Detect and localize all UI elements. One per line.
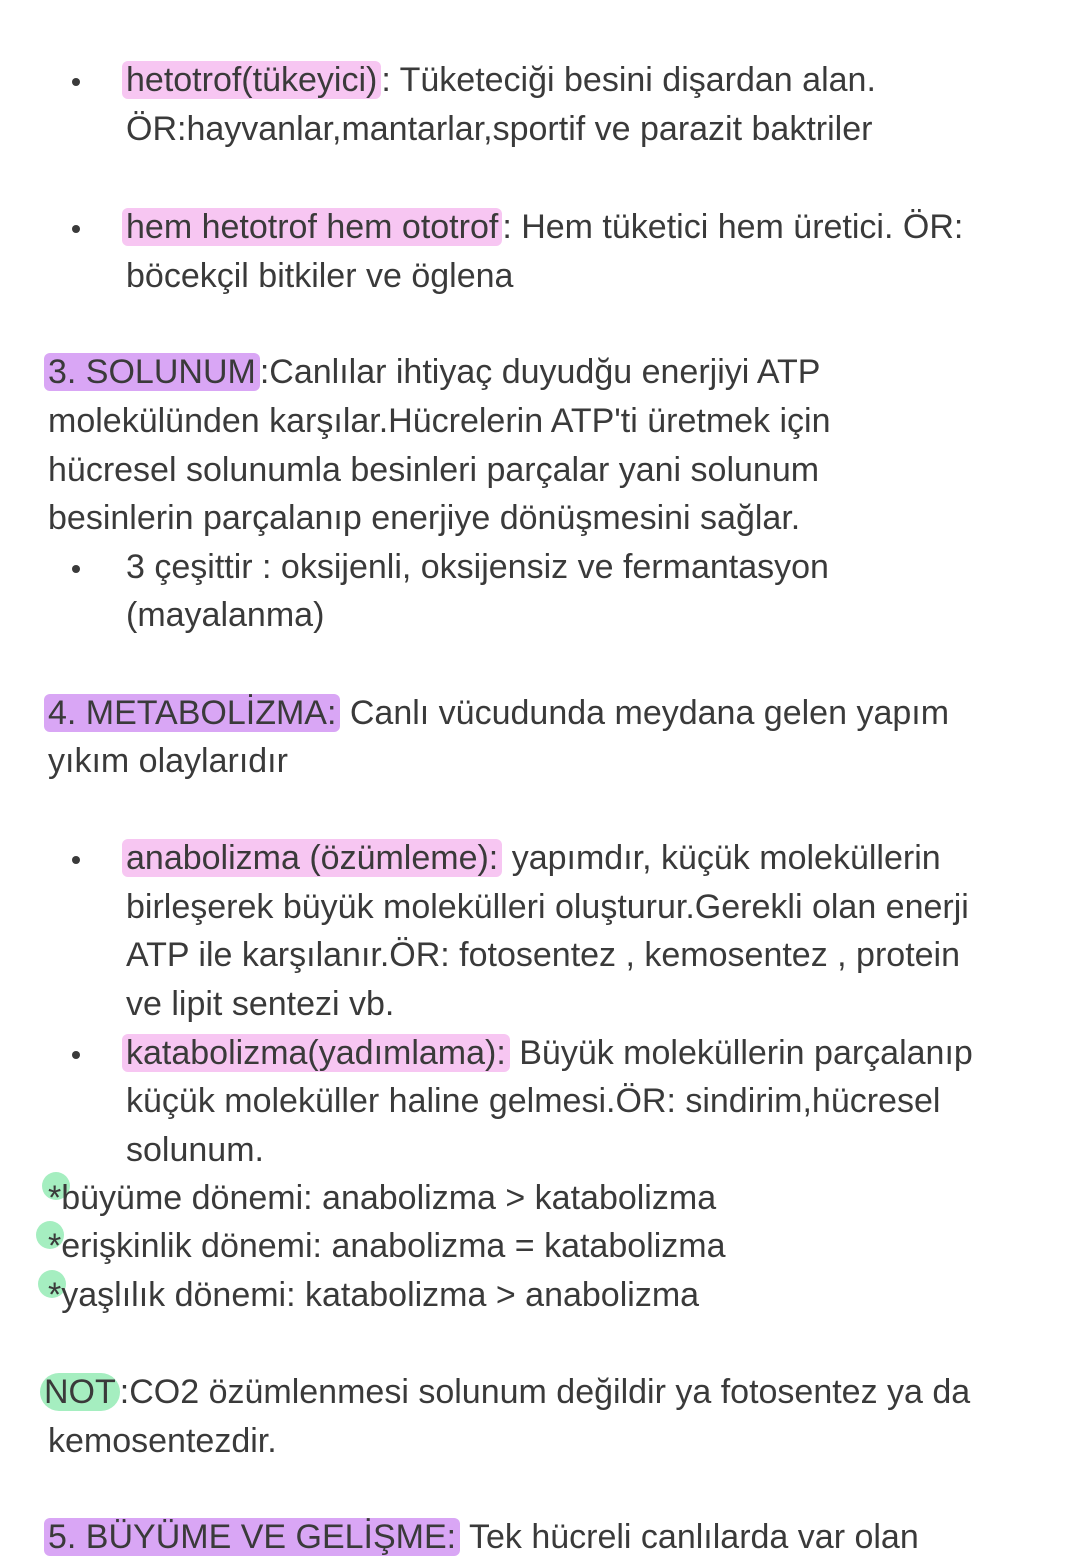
katabolizma-definition: Büyük moleküllerin parçalanıp: [509, 1034, 973, 1072]
mixotrof-term: hem hetotrof hem ototrof: [122, 208, 502, 246]
stage-old-age: *yaşlılık dönemi: katabolizma > anabolizma: [48, 1276, 700, 1314]
katabolizma-line-3: solunum.: [126, 1131, 264, 1169]
solunum-bullet-line-1: 3 çeşittir : oksijenli, oksijensiz ve fermantasyon: [126, 548, 829, 586]
solunum-line-2: molekülünden karşılar.Hücrelerin ATP'ti üretmek için: [48, 402, 831, 440]
bullet-dot: [72, 225, 80, 233]
anabolizma-term: anabolizma (özümleme):: [122, 839, 502, 877]
mixotrof-line-2: böcekçil bitkiler ve öglena: [126, 257, 514, 295]
heterotrof-line-2: ÖR:hayvanlar,mantarlar,sportif ve parazit baktriler: [126, 110, 873, 148]
metabolizma-line-2: yıkım olaylarıdır: [48, 742, 288, 780]
note-text: :CO2 özümlenmesi solunum değildir ya fotosentez ya da: [119, 1373, 971, 1411]
note-line-1: [44, 1368, 971, 1416]
note-line-2: kemosentezdir.: [48, 1422, 277, 1460]
stage-adult: *erişkinlik dönemi: anabolizma = katabolizma: [48, 1227, 726, 1265]
solunum-heading: 3. SOLUNUM: [44, 353, 260, 391]
heterotrof-definition: : Tüketeciği besini dişardan alan.: [381, 61, 876, 99]
katabolizma-term: katabolizma(yadımlama):: [122, 1034, 510, 1072]
bullet-dot: [72, 78, 80, 86]
buyume-line-1: [48, 1513, 919, 1561]
bullet-dot: [72, 565, 80, 573]
solunum-line-4: besinlerin parçalanıp enerjiye dönüşmesini sağlar.: [48, 499, 801, 537]
stage-growth: *büyüme dönemi: anabolizma > katabolizma: [48, 1179, 717, 1217]
note-label: NOT: [40, 1373, 120, 1411]
handwritten-scribble: [20, 0, 300, 22]
solunum-line-3: hücresel solunumla besinleri parçalar yani solunum: [48, 451, 820, 489]
anabolizma-line-1: [126, 834, 941, 882]
anabolizma-line-4: ve lipit sentezi vb.: [126, 985, 395, 1023]
bullet-dot: [72, 856, 80, 864]
buyume-heading: 5. BÜYÜME VE GELİŞME:: [44, 1518, 460, 1556]
heterotrof-line-1: [126, 56, 876, 104]
metabolizma-line-1: [48, 689, 949, 737]
bullet-dot: [72, 1051, 80, 1059]
mixotrof-definition: : Hem tüketici hem üretici. ÖR:: [502, 208, 964, 246]
solunum-line-1: [48, 348, 820, 396]
metabolizma-definition: Canlı vücudunda meydana gelen yapım: [340, 694, 950, 732]
solunum-definition: :Canlılar ihtiyaç duyudğu enerjiyi ATP: [259, 353, 821, 391]
anabolizma-line-2: birleşerek büyük molekülleri oluşturur.Gerekli olan enerji: [126, 888, 969, 926]
heterotrof-term: hetotrof(tükeyici): [122, 61, 381, 99]
anabolizma-definition: yapımdır, küçük moleküllerin: [502, 839, 941, 877]
katabolizma-line-2: küçük moleküller haline gelmesi.ÖR: sindirim,hücresel: [126, 1082, 941, 1120]
mixotrof-line-1: [126, 203, 963, 251]
metabolizma-heading: 4. METABOLİZMA:: [44, 694, 340, 732]
solunum-bullet-line-2: (mayalanma): [126, 596, 325, 634]
katabolizma-line-1: [126, 1029, 973, 1077]
anabolizma-line-3: ATP ile karşılanır.ÖR: fotosentez , kemosentez , protein: [126, 936, 961, 974]
buyume-definition: Tek hücreli canlılarda var olan: [460, 1518, 919, 1556]
